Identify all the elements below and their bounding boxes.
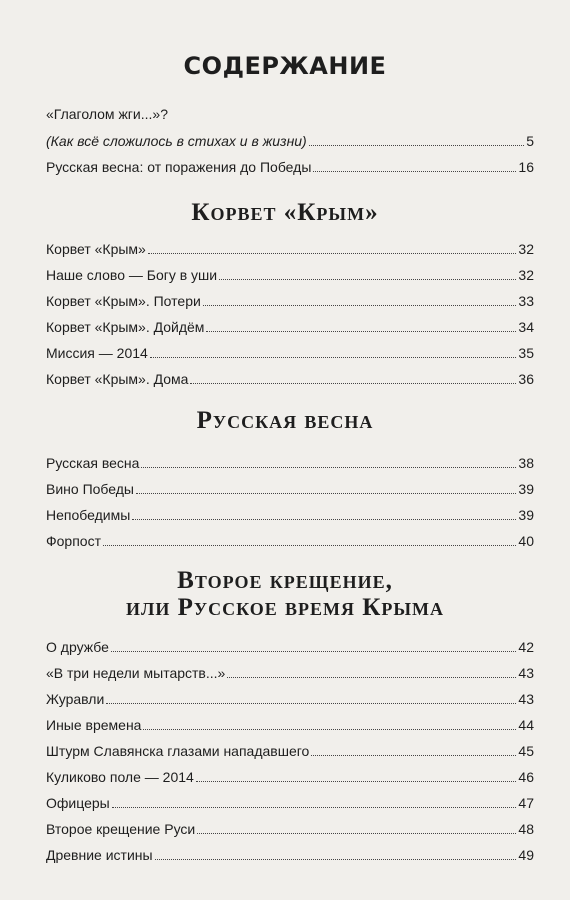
leader-dots <box>112 806 517 808</box>
toc-entry <box>46 314 534 336</box>
page-title: СОДЕРЖАНИЕ <box>183 52 387 80</box>
toc-entry-page: 35 <box>518 345 534 361</box>
leader-dots <box>196 780 517 782</box>
leader-dots <box>136 492 516 494</box>
toc-entry-title: Второе крещение Руси <box>46 821 196 837</box>
toc-entry-page: 49 <box>518 847 534 863</box>
toc-entry-page: 43 <box>518 665 534 681</box>
toc-entry-page: 16 <box>518 159 534 175</box>
toc-entry-title: Штурм Славянска глазами нападавшего <box>46 743 310 759</box>
leader-dots <box>206 330 516 332</box>
toc-entry-page: 48 <box>518 821 534 837</box>
toc-entry-title: Куликово поле — 2014 <box>46 769 194 785</box>
toc-entry-title: Журавли <box>46 691 105 707</box>
intro-line: «Глаголом жги...»? <box>46 106 168 122</box>
leader-dots <box>106 702 516 704</box>
toc-entry-title: Наше слово — Богу в уши <box>46 267 218 283</box>
toc-entry-page: 38 <box>518 455 534 471</box>
toc-entry-page: 39 <box>518 507 534 523</box>
leader-dots <box>132 518 516 520</box>
section-title: Корвет «Крым» <box>191 199 379 226</box>
toc-entry-page: 5 <box>526 133 534 149</box>
toc-entry-title: О дружбе <box>46 639 109 655</box>
toc-entry <box>46 262 534 284</box>
toc-entry-page: 39 <box>518 481 534 497</box>
toc-entry <box>46 528 534 550</box>
leader-dots <box>155 858 517 860</box>
toc-entry-title: Русская весна: от поражения до Победы <box>46 159 312 175</box>
toc-entry-page: 45 <box>518 743 534 759</box>
leader-dots <box>141 466 516 468</box>
toc-entry <box>46 366 534 388</box>
toc-entry-title: Непобедимы <box>46 507 131 523</box>
leader-dots <box>309 144 524 146</box>
toc-entry-page: 32 <box>518 241 534 257</box>
leader-dots <box>227 676 516 678</box>
toc-entry <box>46 764 534 786</box>
leader-dots <box>148 252 517 254</box>
toc-entry-title: Миссия — 2014 <box>46 345 148 361</box>
toc-entry <box>46 816 534 838</box>
leader-dots <box>190 382 516 384</box>
toc-entry <box>46 476 534 498</box>
toc-entry-page: 36 <box>518 371 534 387</box>
toc-entry-page: 43 <box>518 691 534 707</box>
section-title: или Русское время Крыма <box>125 594 445 621</box>
toc-entry-page: 33 <box>518 293 534 309</box>
toc-entry <box>46 634 534 656</box>
section-title: Второе крещение, <box>177 567 393 594</box>
toc-entry-page: 47 <box>518 795 534 811</box>
toc-entry <box>46 660 534 682</box>
leader-dots <box>150 356 517 358</box>
toc-entry <box>46 790 534 812</box>
toc-entry <box>46 738 534 760</box>
leader-dots <box>143 728 516 730</box>
toc-entry-page: 42 <box>518 639 534 655</box>
toc-entry-title: Иные времена <box>46 717 142 733</box>
toc-entry <box>46 128 534 150</box>
toc-entry-page: 46 <box>518 769 534 785</box>
toc-entry-page: 32 <box>518 267 534 283</box>
toc-entry-title: Русская весна <box>46 455 140 471</box>
leader-dots <box>197 832 516 834</box>
toc-entry-title: Корвет «Крым». Дома <box>46 371 189 387</box>
toc-entry <box>46 502 534 524</box>
toc-entry-title: «В три недели мытарств...» <box>46 665 226 681</box>
toc-entry-title: Корвет «Крым». Потери <box>46 293 201 309</box>
leader-dots <box>313 170 516 172</box>
toc-entry <box>46 842 534 864</box>
toc-entry <box>46 340 534 362</box>
leader-dots <box>219 278 516 280</box>
toc-entry <box>46 450 534 472</box>
toc-entry <box>46 712 534 734</box>
leader-dots <box>111 650 517 652</box>
leader-dots <box>103 544 516 546</box>
toc-entry-title: Офицеры <box>46 795 110 811</box>
section-title: Русская весна <box>196 407 374 434</box>
toc-entry-title: Корвет «Крым» <box>46 241 146 257</box>
toc-entry <box>46 686 534 708</box>
toc-entry-page: 34 <box>518 319 534 335</box>
toc-entry-title: Корвет «Крым». Дойдём <box>46 319 205 335</box>
toc-entry-page: 40 <box>518 533 534 549</box>
leader-dots <box>311 754 516 756</box>
toc-entry <box>46 288 534 310</box>
leader-dots <box>203 304 517 306</box>
toc-entry-title: Вино Победы <box>46 481 134 497</box>
toc-entry-title: Древние истины <box>46 847 153 863</box>
toc-entry-title: Форпост <box>46 533 101 549</box>
toc-entry-page: 44 <box>518 717 534 733</box>
toc-entry <box>46 154 534 176</box>
toc-entry-title: (Как всё сложилось в стихах и в жизни) <box>46 133 307 149</box>
toc-entry <box>46 236 534 258</box>
